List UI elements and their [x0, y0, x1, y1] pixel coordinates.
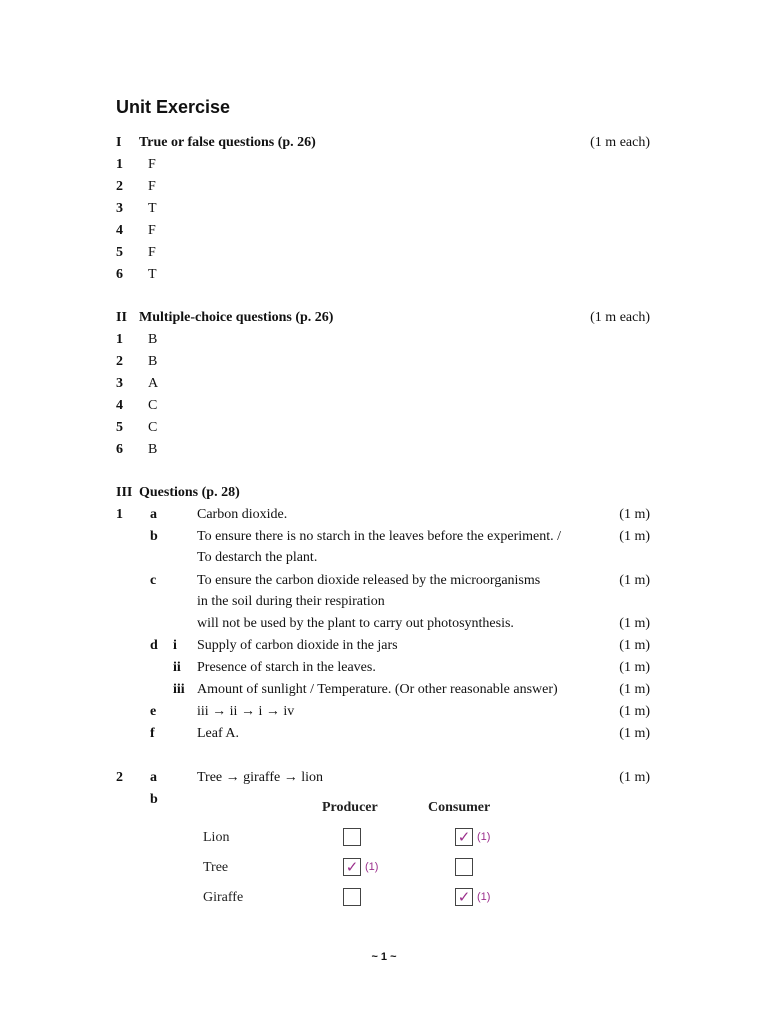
q1d-label: d	[150, 638, 158, 653]
section1-number: I	[116, 135, 122, 150]
q1di-label: i	[173, 638, 177, 653]
q1diii-answer: Amount of sunlight / Temperature. (Or other reasonable answer)	[197, 682, 558, 697]
answer-value: F	[148, 157, 156, 172]
q2a-answer: Tree → giraffe → lion	[197, 770, 323, 785]
answer-number: 6	[116, 267, 123, 282]
section2-number: II	[116, 310, 127, 325]
q2-number: 2	[116, 770, 123, 785]
table-header-consumer: Consumer	[428, 800, 491, 815]
answer-value: T	[148, 201, 157, 216]
consumer-checkbox	[455, 858, 473, 876]
q1b-label: b	[150, 529, 158, 544]
answer-value: F	[148, 223, 156, 238]
answer-number: 5	[116, 420, 123, 435]
q2a-marks: (1 m)	[619, 770, 650, 785]
answer-number: 3	[116, 376, 123, 391]
q1c-answer-line1: To ensure the carbon dioxide released by the microorganisms	[197, 573, 541, 588]
q1e-marks: (1 m)	[619, 704, 650, 719]
q1di-marks: (1 m)	[619, 638, 650, 653]
answer-number: 1	[116, 157, 123, 172]
answer-value: F	[148, 245, 156, 260]
producer-checkbox	[343, 828, 361, 846]
q1c-answer-line2: in the soil during their respiration	[197, 594, 385, 609]
answer-number: 4	[116, 223, 123, 238]
q2a-label: a	[150, 770, 157, 785]
mark-annotation: (1)	[477, 891, 491, 903]
answer-value: T	[148, 267, 157, 282]
producer-checkbox	[343, 888, 361, 906]
section3-number: III	[116, 485, 133, 500]
q1c-answer-line3: will not be used by the plant to carry out photosynthesis.	[197, 616, 514, 631]
answer-value: B	[148, 442, 158, 457]
page-number: ~ 1 ~	[371, 951, 397, 963]
q1f-marks: (1 m)	[619, 726, 650, 741]
q1a-label: a	[150, 507, 157, 522]
q1-number: 1	[116, 507, 123, 522]
answer-number: 4	[116, 398, 123, 413]
q1e-label: e	[150, 704, 157, 719]
consumer-checkbox: ✓	[455, 888, 473, 906]
q1e-answer: iii → ii → i → iv	[197, 704, 295, 719]
answer-value: C	[148, 398, 158, 413]
q1c-marks1: (1 m)	[619, 573, 650, 588]
answer-number: 1	[116, 332, 123, 347]
q1a-answer: Carbon dioxide.	[197, 507, 288, 522]
consumer-checkbox: ✓	[455, 828, 473, 846]
organism-label: Tree	[203, 860, 229, 875]
q1diii-marks: (1 m)	[619, 682, 650, 697]
q1dii-label: ii	[173, 660, 181, 675]
answer-value: A	[148, 376, 159, 391]
organism-label: Giraffe	[203, 890, 244, 905]
q2b-label: b	[150, 792, 158, 807]
organism-label: Lion	[203, 830, 230, 845]
q1b-marks: (1 m)	[619, 529, 650, 544]
q1c-marks2: (1 m)	[619, 616, 650, 631]
answer-value: B	[148, 354, 158, 369]
section1-heading: True or false questions (p. 26)	[139, 135, 316, 150]
q1a-marks: (1 m)	[619, 507, 650, 522]
section1-marks: (1 m each)	[590, 135, 650, 150]
q1b-answer-line2: To destarch the plant.	[197, 550, 318, 565]
q1f-label: f	[150, 726, 155, 741]
answer-number: 3	[116, 201, 123, 216]
answer-value: C	[148, 420, 158, 435]
q1c-label: c	[150, 573, 157, 588]
mark-annotation: (1)	[477, 831, 491, 843]
page-title: Unit Exercise	[116, 97, 231, 117]
section2-heading: Multiple-choice questions (p. 26)	[139, 310, 334, 325]
q1b-answer-line1: To ensure there is no starch in the leaves before the experiment. /	[197, 529, 562, 544]
table-header-producer: Producer	[322, 800, 378, 815]
q1dii-answer: Presence of starch in the leaves.	[197, 660, 376, 675]
q1dii-marks: (1 m)	[619, 660, 650, 675]
q1f-answer: Leaf A.	[197, 726, 239, 741]
answer-value: B	[148, 332, 158, 347]
section2-marks: (1 m each)	[590, 310, 650, 325]
answer-number: 2	[116, 179, 123, 194]
answer-value: F	[148, 179, 156, 194]
producer-checkbox: ✓	[343, 858, 361, 876]
answer-number: 2	[116, 354, 123, 369]
mark-annotation: (1)	[365, 861, 379, 873]
section3-heading: Questions (p. 28)	[139, 485, 240, 500]
answer-number: 6	[116, 442, 123, 457]
q1di-answer: Supply of carbon dioxide in the jars	[197, 638, 398, 653]
q1diii-label: iii	[173, 682, 185, 697]
answer-number: 5	[116, 245, 123, 260]
